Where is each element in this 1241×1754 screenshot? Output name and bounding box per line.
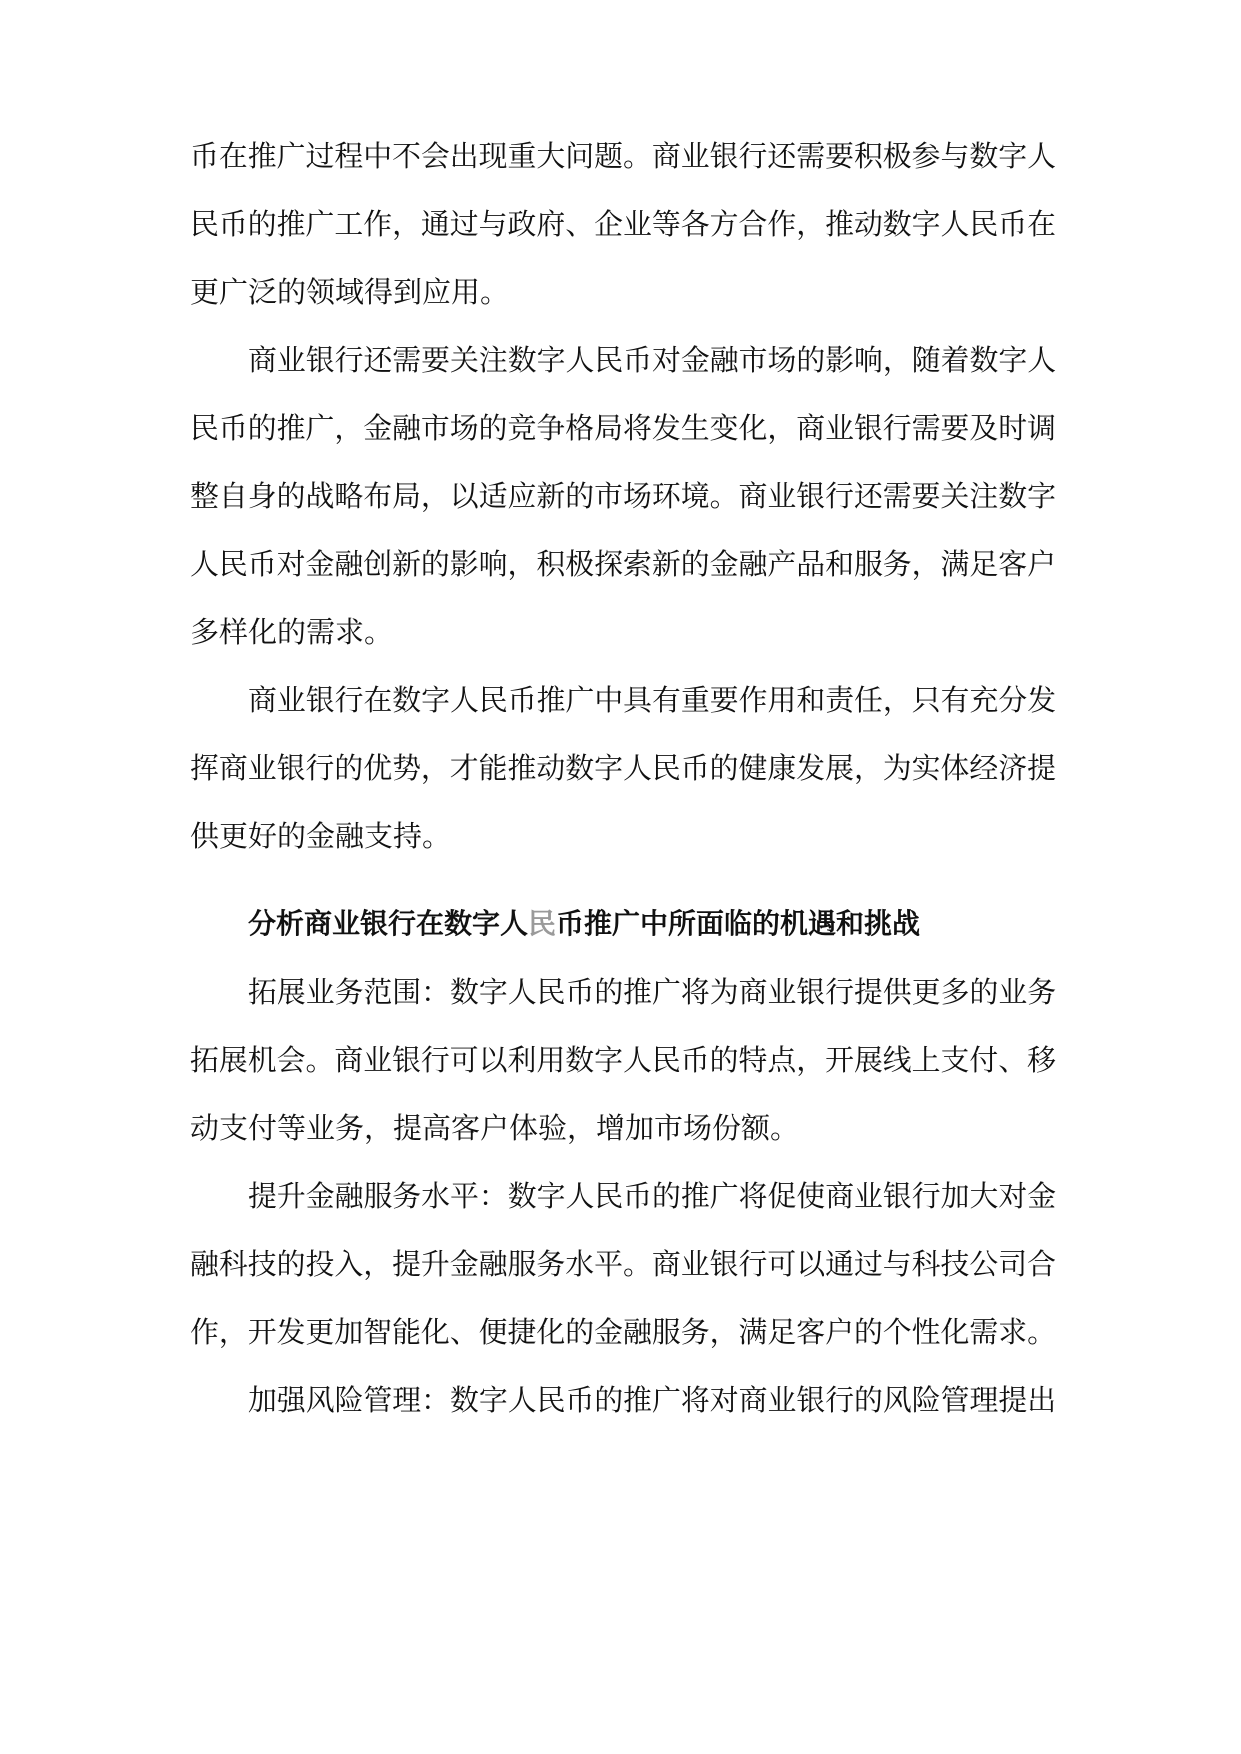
section-heading-text: 币推广中所面临的机遇和挑战 bbox=[556, 907, 921, 940]
paragraph-line: 拓展业务范围：数字人民币的推广将为商业银行提供更多的业务 bbox=[248, 975, 1057, 1009]
paragraph-line: 整自身的战略布局，以适应新的市场环境。商业银行还需要关注数字 bbox=[190, 479, 1056, 513]
section-heading bbox=[248, 904, 920, 944]
paragraph-line: 人民币对金融创新的影响，积极探索新的金融产品和服务，满足客户 bbox=[190, 547, 1056, 581]
section-heading-text: 分析商业银行在数字人 bbox=[248, 907, 529, 940]
paragraph-line: 提升金融服务水平：数字人民币的推广将促使商业银行加大对金 bbox=[248, 1179, 1057, 1213]
paragraph-line: 动支付等业务，提高客户体验，增加市场份额。 bbox=[190, 1111, 800, 1145]
paragraph-line: 民币的推广工作，通过与政府、企业等各方合作，推动数字人民币在 bbox=[190, 207, 1056, 241]
paragraph-line: 多样化的需求。 bbox=[190, 615, 394, 649]
paragraph-line: 币在推广过程中不会出现重大问题。商业银行还需要积极参与数字人 bbox=[190, 139, 1056, 173]
paragraph-line: 商业银行还需要关注数字人民币对金融市场的影响，随着数字人 bbox=[248, 343, 1057, 377]
paragraph-line: 民币的推广，金融市场的竞争格局将发生变化，商业银行需要及时调 bbox=[190, 411, 1056, 445]
paragraph-line: 融科技的投入，提升金融服务水平。商业银行可以通过与科技公司合 bbox=[190, 1247, 1056, 1281]
paragraph-line: 加强风险管理：数字人民币的推广将对商业银行的风险管理提出 bbox=[248, 1383, 1057, 1417]
paragraph-line: 作，开发更加智能化、便捷化的金融服务，满足客户的个性化需求。 bbox=[190, 1315, 1056, 1349]
paragraph-line: 供更好的金融支持。 bbox=[190, 819, 452, 853]
paragraph-line: 商业银行在数字人民币推广中具有重要作用和责任，只有充分发 bbox=[248, 683, 1057, 717]
paragraph-line: 挥商业银行的优势，才能推动数字人民币的健康发展，为实体经济提 bbox=[190, 751, 1056, 785]
paragraph-line: 拓展机会。商业银行可以利用数字人民币的特点，开展线上支付、移 bbox=[190, 1043, 1056, 1077]
paragraph-line: 更广泛的领域得到应用。 bbox=[190, 275, 510, 309]
section-heading-faded-char: 民 bbox=[528, 907, 557, 940]
